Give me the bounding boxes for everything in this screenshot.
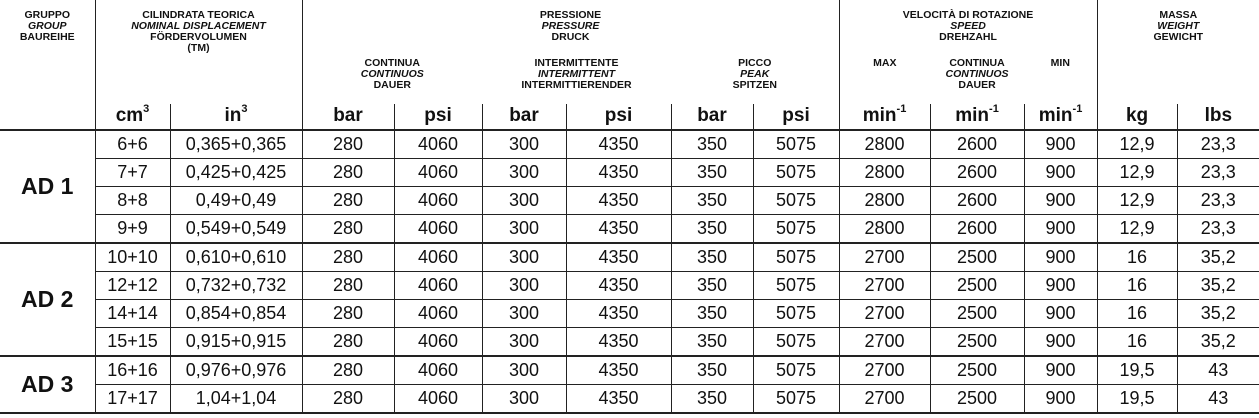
unit-bar-continuous: bar — [302, 104, 394, 130]
cell-psi-continuous: 4060 — [394, 272, 482, 300]
cell-psi-peak: 5075 — [753, 243, 839, 272]
cell-speed-continuous: 2600 — [930, 130, 1024, 159]
header-pi-en: INTERMITTENT — [538, 68, 615, 80]
cell-cm3: 17+17 — [95, 385, 170, 414]
cell-psi-continuous: 4060 — [394, 300, 482, 328]
cell-speed-continuous: 2600 — [930, 215, 1024, 244]
cell-mass-kg: 19,5 — [1097, 356, 1177, 385]
cell-speed-continuous: 2600 — [930, 187, 1024, 215]
cell-in3: 0,425+0,425 — [170, 159, 302, 187]
header-displacement-de: FÖRDERVOLUMEN — [150, 31, 247, 43]
unit-cm3: $cm^3$ — [95, 104, 170, 130]
header-pc-de: DAUER — [373, 79, 411, 91]
cell-mass-lbs: 35,2 — [1177, 243, 1259, 272]
cell-mass-lbs: 35,2 — [1177, 272, 1259, 300]
header-mass-it: MASSA — [1159, 9, 1198, 21]
table-row — [0, 130, 1259, 159]
cell-psi-continuous: 4060 — [394, 243, 482, 272]
cell-mass-lbs: 23,3 — [1177, 130, 1259, 159]
header-displacement-it: CILINDRATA TEORICA — [142, 9, 255, 21]
cell-psi-intermittent: 4350 — [566, 130, 671, 159]
table-row — [0, 356, 1259, 385]
cell-mass-kg: 12,9 — [1097, 130, 1177, 159]
cell-psi-peak: 5075 — [753, 215, 839, 244]
cell-speed-min: 900 — [1024, 328, 1097, 357]
unit-psi-intermittent: psi — [566, 104, 671, 130]
cell-bar-intermittent: 300 — [482, 272, 566, 300]
cell-mass-lbs: 23,3 — [1177, 187, 1259, 215]
unit-min-continuous: $\min^{-1}$ — [930, 104, 1024, 130]
header-mass-en: WEIGHT — [1157, 20, 1200, 32]
unit-lbs: lbs — [1177, 104, 1259, 130]
cell-bar-intermittent: 300 — [482, 243, 566, 272]
cell-speed-max: 2800 — [839, 159, 930, 187]
cell-bar-intermittent: 300 — [482, 356, 566, 385]
cell-cm3: 7+7 — [95, 159, 170, 187]
cell-bar-peak: 350 — [671, 300, 753, 328]
cell-speed-continuous: 2600 — [930, 159, 1024, 187]
cell-bar-peak: 350 — [671, 356, 753, 385]
cell-mass-lbs: 43 — [1177, 356, 1259, 385]
header-pp-it: PICCO — [738, 57, 772, 69]
cell-speed-max: 2700 — [839, 272, 930, 300]
header-pressure — [302, 0, 839, 52]
table-row — [0, 328, 1259, 357]
cell-bar-intermittent: 300 — [482, 130, 566, 159]
cell-speed-max: 2700 — [839, 328, 930, 357]
cell-bar-peak: 350 — [671, 243, 753, 272]
cell-psi-intermittent: 4350 — [566, 356, 671, 385]
cell-psi-intermittent: 4350 — [566, 328, 671, 357]
cell-mass-lbs: 23,3 — [1177, 159, 1259, 187]
header-speed-de: DREHZAHL — [939, 31, 997, 43]
cell-psi-continuous: 4060 — [394, 385, 482, 414]
cell-mass-kg: 16 — [1097, 243, 1177, 272]
cell-cm3: 14+14 — [95, 300, 170, 328]
header-speed-max — [839, 52, 930, 104]
header-pi-it: INTERMITTENTE — [534, 57, 619, 69]
header-pressure-continuous — [302, 52, 482, 104]
header-pressure-intermittent — [482, 52, 671, 104]
table-row — [0, 243, 1259, 272]
cell-speed-min: 900 — [1024, 300, 1097, 328]
group-name: AD 3 — [0, 356, 95, 413]
cell-bar-continuous: 280 — [302, 130, 394, 159]
header-displacement-en: NOMINAL DISPLACEMENT — [131, 20, 266, 32]
cell-psi-intermittent: 4350 — [566, 159, 671, 187]
table-row — [0, 215, 1259, 244]
cell-cm3: 15+15 — [95, 328, 170, 357]
cell-bar-intermittent: 300 — [482, 385, 566, 414]
header-group — [0, 0, 95, 130]
cell-bar-continuous: 280 — [302, 272, 394, 300]
header-sc-de: DAUER — [958, 79, 996, 91]
table-row — [0, 159, 1259, 187]
cell-psi-intermittent: 4350 — [566, 300, 671, 328]
cell-psi-intermittent: 4350 — [566, 243, 671, 272]
cell-mass-lbs: 43 — [1177, 385, 1259, 414]
cell-bar-peak: 350 — [671, 187, 753, 215]
header-sc-en: CONTINUOS — [945, 68, 1009, 80]
header-mass-de: GEWICHT — [1153, 31, 1204, 43]
cell-cm3: 9+9 — [95, 215, 170, 244]
cell-bar-continuous: 280 — [302, 243, 394, 272]
group-name: AD 2 — [0, 243, 95, 356]
group-name: AD 1 — [0, 130, 95, 243]
header-sc-it: CONTINUA — [949, 57, 1005, 69]
header-speed-max-label: MAX — [873, 57, 897, 69]
header-pressure-it: PRESSIONE — [539, 9, 602, 21]
cell-bar-peak: 350 — [671, 159, 753, 187]
cell-psi-peak: 5075 — [753, 385, 839, 414]
header-speed-it: VELOCITÀ DI ROTAZIONE — [902, 9, 1034, 21]
cell-bar-continuous: 280 — [302, 328, 394, 357]
cell-speed-continuous: 2500 — [930, 328, 1024, 357]
header-pp-en: PEAK — [740, 68, 770, 80]
cell-speed-min: 900 — [1024, 187, 1097, 215]
cell-bar-continuous: 280 — [302, 300, 394, 328]
cell-cm3: 16+16 — [95, 356, 170, 385]
cell-mass-kg: 16 — [1097, 272, 1177, 300]
table-row — [0, 272, 1259, 300]
header-pressure-de: DRUCK — [551, 31, 590, 43]
header-pressure-peak — [671, 52, 839, 104]
cell-speed-min: 900 — [1024, 356, 1097, 385]
cell-psi-peak: 5075 — [753, 356, 839, 385]
cell-bar-continuous: 280 — [302, 215, 394, 244]
cell-psi-intermittent: 4350 — [566, 215, 671, 244]
cell-bar-intermittent: 300 — [482, 187, 566, 215]
cell-bar-peak: 350 — [671, 130, 753, 159]
cell-speed-max: 2800 — [839, 215, 930, 244]
cell-speed-continuous: 2500 — [930, 272, 1024, 300]
cell-speed-continuous: 2500 — [930, 356, 1024, 385]
cell-psi-peak: 5075 — [753, 328, 839, 357]
cell-psi-continuous: 4060 — [394, 159, 482, 187]
cell-cm3: 10+10 — [95, 243, 170, 272]
cell-cm3: 12+12 — [95, 272, 170, 300]
unit-psi-peak: psi — [753, 104, 839, 130]
table-row — [0, 187, 1259, 215]
header-speed-en: SPEED — [950, 20, 986, 32]
unit-bar-intermittent: bar — [482, 104, 566, 130]
cell-speed-min: 900 — [1024, 272, 1097, 300]
cell-speed-max: 2700 — [839, 385, 930, 414]
cell-mass-lbs: 23,3 — [1177, 215, 1259, 244]
cell-speed-min: 900 — [1024, 159, 1097, 187]
cell-in3: 0,732+0,732 — [170, 272, 302, 300]
header-speed-continuous — [930, 52, 1024, 104]
cell-in3: 0,854+0,854 — [170, 300, 302, 328]
header-pc-en: CONTINUOS — [360, 68, 424, 80]
cell-speed-continuous: 2500 — [930, 243, 1024, 272]
cell-bar-intermittent: 300 — [482, 300, 566, 328]
unit-psi-continuous: psi — [394, 104, 482, 130]
cell-bar-continuous: 280 — [302, 187, 394, 215]
cell-psi-peak: 5075 — [753, 159, 839, 187]
header-speed-min-label: MIN — [1050, 57, 1070, 69]
cell-in3: 0,610+0,610 — [170, 243, 302, 272]
cell-bar-intermittent: 300 — [482, 215, 566, 244]
unit-min-max: $\min^{-1}$ — [839, 104, 930, 130]
cell-bar-continuous: 280 — [302, 356, 394, 385]
cell-mass-kg: 12,9 — [1097, 159, 1177, 187]
cell-speed-max: 2700 — [839, 243, 930, 272]
cell-bar-peak: 350 — [671, 328, 753, 357]
cell-speed-min: 900 — [1024, 215, 1097, 244]
cell-mass-kg: 12,9 — [1097, 215, 1177, 244]
cell-bar-peak: 350 — [671, 215, 753, 244]
cell-bar-peak: 350 — [671, 272, 753, 300]
table-row — [0, 300, 1259, 328]
cell-psi-continuous: 4060 — [394, 187, 482, 215]
header-pi-de: INTERMITTIERENDER — [521, 79, 632, 91]
cell-in3: 0,549+0,549 — [170, 215, 302, 244]
cell-speed-max: 2700 — [839, 300, 930, 328]
header-pp-de: SPITZEN — [732, 79, 777, 91]
cell-bar-continuous: 280 — [302, 159, 394, 187]
cell-cm3: 8+8 — [95, 187, 170, 215]
cell-mass-kg: 16 — [1097, 300, 1177, 328]
cell-in3: 0,49+0,49 — [170, 187, 302, 215]
cell-in3: 0,976+0,976 — [170, 356, 302, 385]
header-displacement — [95, 0, 302, 104]
cell-bar-continuous: 280 — [302, 385, 394, 414]
cell-cm3: 6+6 — [95, 130, 170, 159]
unit-in3: $in^3$ — [170, 104, 302, 130]
cell-psi-intermittent: 4350 — [566, 272, 671, 300]
cell-psi-continuous: 4060 — [394, 215, 482, 244]
header-speed-min — [1024, 52, 1097, 104]
cell-speed-min: 900 — [1024, 130, 1097, 159]
cell-mass-kg: 16 — [1097, 328, 1177, 357]
cell-speed-continuous: 2500 — [930, 385, 1024, 414]
table-row — [0, 385, 1259, 414]
header-displacement-tm: (TM) — [187, 42, 210, 54]
cell-mass-kg: 12,9 — [1097, 187, 1177, 215]
cell-bar-intermittent: 300 — [482, 328, 566, 357]
cell-psi-continuous: 4060 — [394, 356, 482, 385]
cell-mass-lbs: 35,2 — [1177, 300, 1259, 328]
cell-psi-peak: 5075 — [753, 272, 839, 300]
cell-in3: 1,04+1,04 — [170, 385, 302, 414]
cell-bar-intermittent: 300 — [482, 159, 566, 187]
header-pressure-en: PRESSURE — [541, 20, 600, 32]
cell-psi-intermittent: 4350 — [566, 187, 671, 215]
header-group-de: BAUREIHE — [19, 31, 75, 43]
header-group-it: GRUPPO — [24, 9, 70, 21]
unit-min-min: $\min^{-1}$ — [1024, 104, 1097, 130]
cell-psi-intermittent: 4350 — [566, 385, 671, 414]
cell-psi-continuous: 4060 — [394, 130, 482, 159]
cell-speed-min: 900 — [1024, 243, 1097, 272]
cell-mass-lbs: 35,2 — [1177, 328, 1259, 357]
cell-mass-kg: 19,5 — [1097, 385, 1177, 414]
cell-psi-peak: 5075 — [753, 130, 839, 159]
header-group-en: GROUP — [27, 20, 67, 32]
cell-speed-max: 2800 — [839, 130, 930, 159]
cell-bar-peak: 350 — [671, 385, 753, 414]
cell-speed-continuous: 2500 — [930, 300, 1024, 328]
cell-psi-continuous: 4060 — [394, 328, 482, 357]
cell-speed-max: 2700 — [839, 356, 930, 385]
cell-speed-max: 2800 — [839, 187, 930, 215]
cell-in3: 0,365+0,365 — [170, 130, 302, 159]
cell-psi-peak: 5075 — [753, 300, 839, 328]
unit-bar-peak: bar — [671, 104, 753, 130]
unit-kg: kg — [1097, 104, 1177, 130]
header-pc-it: CONTINUA — [364, 57, 420, 69]
header-mass — [1097, 0, 1259, 104]
cell-psi-peak: 5075 — [753, 187, 839, 215]
header-speed — [839, 0, 1097, 52]
cell-in3: 0,915+0,915 — [170, 328, 302, 357]
cell-speed-min: 900 — [1024, 385, 1097, 414]
